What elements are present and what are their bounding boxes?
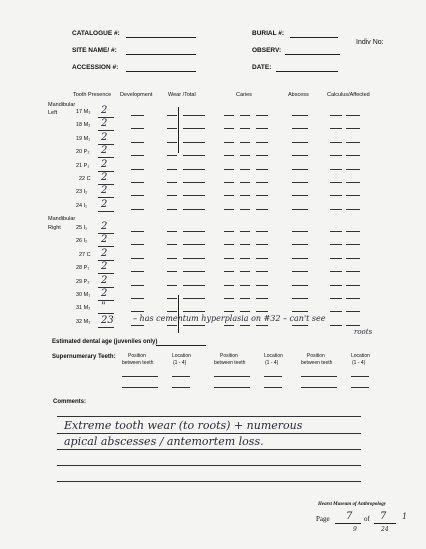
score-field[interactable] — [330, 182, 342, 183]
score-field[interactable] — [346, 271, 360, 272]
score-field[interactable] — [240, 209, 250, 210]
score-field[interactable] — [330, 271, 342, 272]
score-field[interactable] — [292, 142, 308, 143]
score-field[interactable] — [193, 182, 205, 183]
score-field[interactable] — [167, 258, 177, 259]
presence-field[interactable] — [98, 327, 114, 328]
tooth-presence-mark: 2 — [101, 105, 108, 116]
score-field[interactable] — [183, 169, 193, 170]
score-field[interactable] — [346, 209, 360, 210]
score-field[interactable] — [193, 155, 205, 156]
score-field[interactable] — [256, 195, 268, 196]
score-field[interactable] — [292, 182, 308, 183]
score-field[interactable] — [240, 325, 250, 326]
tooth-label: 23 I₂ — [76, 189, 88, 196]
score-field[interactable] — [346, 115, 360, 116]
score-field[interactable] — [292, 311, 308, 312]
site-field[interactable] — [126, 54, 196, 55]
score-field[interactable] — [224, 258, 234, 259]
position-field[interactable] — [122, 387, 158, 388]
range-header: (1 - 4) — [352, 360, 366, 366]
score-field[interactable] — [131, 209, 144, 210]
position-field[interactable] — [214, 387, 250, 388]
section-left: Left — [48, 110, 58, 116]
score-field[interactable] — [183, 128, 193, 129]
tooth-presence-mark: 2 — [101, 185, 108, 197]
score-field[interactable] — [183, 311, 193, 312]
score-field[interactable] — [193, 298, 205, 299]
score-field[interactable] — [131, 325, 144, 326]
score-field[interactable] — [224, 325, 234, 326]
score-field[interactable] — [224, 231, 234, 232]
score-field[interactable] — [292, 231, 308, 232]
score-field[interactable] — [330, 142, 342, 143]
presence-field[interactable] — [98, 211, 114, 212]
score-field[interactable] — [330, 128, 342, 129]
score-field[interactable] — [131, 142, 144, 143]
score-field[interactable] — [167, 298, 177, 299]
score-field[interactable] — [224, 182, 234, 183]
score-field[interactable] — [330, 244, 342, 245]
score-field[interactable] — [256, 325, 268, 326]
score-field[interactable] — [346, 142, 360, 143]
location-field[interactable] — [172, 387, 190, 388]
location-field[interactable] — [351, 387, 369, 388]
tooth-presence-mark: 2 — [101, 158, 108, 170]
of-label: of — [364, 515, 370, 523]
col-abscess: Abscess — [288, 92, 309, 98]
score-field[interactable] — [292, 285, 308, 286]
score-field[interactable] — [292, 155, 308, 156]
date-label: DATE: — [252, 64, 272, 71]
score-field[interactable] — [330, 258, 342, 259]
dental-age-label: Estimated dental age (juveniles only) — [52, 339, 158, 345]
tooth-label: 22 C — [79, 176, 91, 182]
score-field[interactable] — [256, 231, 268, 232]
score-field[interactable] — [167, 115, 177, 116]
score-field[interactable] — [256, 182, 268, 183]
score-field[interactable] — [193, 285, 205, 286]
score-field[interactable] — [131, 195, 144, 196]
score-field[interactable] — [131, 285, 144, 286]
score-field[interactable] — [167, 311, 177, 312]
score-field[interactable] — [167, 195, 177, 196]
tooth-presence-mark: 2 — [101, 145, 108, 157]
location-field[interactable] — [172, 376, 190, 377]
page-number: 7 — [346, 511, 353, 522]
tooth-label: 25 I₁ — [76, 225, 88, 231]
score-field[interactable] — [167, 231, 177, 232]
tooth-label: 32 M₃ — [76, 318, 91, 325]
score-field[interactable] — [256, 244, 268, 245]
score-field[interactable] — [292, 325, 308, 326]
score-field[interactable] — [330, 311, 342, 312]
col-caries: Caries — [236, 92, 252, 98]
score-field[interactable] — [167, 128, 177, 129]
score-field[interactable] — [167, 155, 177, 156]
comment-line[interactable] — [57, 481, 361, 482]
score-field[interactable] — [183, 182, 193, 183]
tooth-presence-mark: " — [101, 301, 106, 313]
observ-label: OBSERV: — [252, 47, 282, 54]
score-field[interactable] — [240, 115, 250, 116]
score-field[interactable] — [193, 169, 205, 170]
tooth-label: 19 M₁ — [76, 135, 91, 142]
tooth-label: 20 P₂ — [76, 149, 90, 156]
comments-label: Comments: — [53, 399, 87, 405]
dental-age-field[interactable] — [156, 345, 206, 346]
score-field[interactable] — [183, 244, 193, 245]
score-field[interactable] — [256, 285, 268, 286]
tooth-presence-mark: 2 — [101, 247, 108, 259]
score-field[interactable] — [131, 271, 144, 272]
score-field[interactable] — [240, 298, 250, 299]
tooth-label: 31 M₂ — [76, 305, 91, 312]
score-field[interactable] — [224, 271, 234, 272]
section-mand-left: Mandibular — [48, 102, 76, 108]
score-field[interactable] — [193, 195, 205, 196]
page-total: 7 — [380, 511, 387, 522]
page-total-field[interactable] — [374, 523, 396, 524]
col-development: Development — [120, 92, 153, 98]
score-field[interactable] — [346, 311, 360, 312]
observ-field[interactable] — [285, 54, 340, 55]
score-field[interactable] — [292, 244, 308, 245]
score-field[interactable] — [292, 115, 308, 116]
score-field[interactable] — [193, 142, 205, 143]
tooth-label: 21 P₁ — [76, 162, 90, 169]
score-field[interactable] — [346, 258, 360, 259]
score-field[interactable] — [256, 128, 268, 129]
score-field[interactable] — [224, 311, 234, 312]
score-field[interactable] — [131, 169, 144, 170]
score-field[interactable] — [330, 209, 342, 210]
note-32: – has cementum hyperplasia on #32 – can't see — [133, 314, 326, 323]
tooth-presence-mark: 2 — [101, 288, 108, 299]
score-field[interactable] — [346, 169, 360, 170]
location-header: Location — [172, 353, 191, 359]
score-field[interactable] — [292, 258, 308, 259]
position-header: Position — [220, 353, 238, 359]
comment-line[interactable] — [57, 449, 361, 450]
sub-page: 9 — [353, 526, 357, 533]
score-field[interactable] — [346, 182, 360, 183]
score-field[interactable] — [240, 128, 250, 129]
score-field[interactable] — [131, 128, 144, 129]
page-field[interactable] — [335, 523, 361, 524]
score-field[interactable] — [183, 209, 193, 210]
location-field[interactable] — [351, 376, 369, 377]
tooth-presence-mark: 2 — [101, 261, 108, 273]
score-field[interactable] — [183, 298, 193, 299]
score-field[interactable] — [346, 325, 360, 326]
score-field[interactable] — [183, 271, 193, 272]
tooth-label: 17 M₃ — [76, 109, 91, 115]
score-field[interactable] — [224, 155, 234, 156]
score-field[interactable] — [240, 244, 250, 245]
tooth-presence-mark: 2 — [101, 172, 108, 183]
location-field[interactable] — [264, 387, 282, 388]
between-header: between teeth — [122, 360, 154, 366]
tooth-label: 26 I₂ — [76, 238, 88, 245]
score-field[interactable] — [256, 155, 268, 156]
location-header: Location — [264, 353, 283, 359]
score-field[interactable] — [330, 231, 342, 232]
score-field[interactable] — [193, 258, 205, 259]
location-header: Location — [351, 353, 370, 359]
score-field[interactable] — [330, 169, 342, 170]
tooth-presence-mark: 2 — [101, 131, 108, 143]
position-field[interactable] — [301, 376, 337, 377]
score-field[interactable] — [240, 258, 250, 259]
score-field[interactable] — [224, 244, 234, 245]
score-field[interactable] — [224, 209, 234, 210]
score-field[interactable] — [346, 231, 360, 232]
score-field[interactable] — [131, 298, 144, 299]
position-field[interactable] — [301, 387, 337, 388]
score-field[interactable] — [167, 325, 177, 326]
score-field[interactable] — [183, 142, 193, 143]
score-field[interactable] — [256, 115, 268, 116]
tooth-label: 30 M₁ — [76, 292, 91, 298]
score-field[interactable] — [167, 271, 177, 272]
score-field[interactable] — [240, 195, 250, 196]
score-field[interactable] — [240, 311, 250, 312]
score-field[interactable] — [292, 169, 308, 170]
side-mark: 1 — [402, 512, 408, 521]
score-field[interactable] — [330, 325, 342, 326]
score-field[interactable] — [131, 182, 144, 183]
location-field[interactable] — [264, 376, 282, 377]
score-field[interactable] — [292, 271, 308, 272]
tooth-label: 29 P₂ — [76, 278, 90, 285]
supernumerary-label: Supernumerary Teeth: — [52, 354, 116, 360]
score-field[interactable] — [224, 195, 234, 196]
score-field[interactable] — [131, 115, 144, 116]
note-32-cont: roots — [354, 328, 373, 336]
tooth-label: 24 I₁ — [76, 202, 88, 209]
comment-text-1: Extreme tooth wear (to roots) + numerous — [64, 419, 303, 432]
tooth-presence-mark: 2 — [101, 274, 108, 286]
comment-line[interactable] — [57, 416, 361, 417]
accession-label: ACCESSION #: — [72, 64, 119, 71]
score-field[interactable] — [167, 169, 177, 170]
score-field[interactable] — [256, 298, 268, 299]
score-field[interactable] — [240, 182, 250, 183]
score-field[interactable] — [292, 209, 308, 210]
date-field[interactable] — [276, 71, 338, 72]
museum-name: Hearst Museum of Anthropology — [318, 502, 387, 507]
section-right: Right — [48, 225, 61, 231]
score-field[interactable] — [183, 258, 193, 259]
catalogue-field[interactable] — [126, 37, 196, 38]
score-field[interactable] — [256, 169, 268, 170]
score-field[interactable] — [183, 325, 193, 326]
score-field[interactable] — [131, 155, 144, 156]
score-field[interactable] — [183, 231, 193, 232]
score-field[interactable] — [193, 311, 205, 312]
score-field[interactable] — [346, 195, 360, 196]
comment-line[interactable] — [57, 433, 361, 434]
between-header: between teeth — [301, 360, 333, 366]
score-field[interactable] — [183, 115, 193, 116]
score-field[interactable] — [131, 258, 144, 259]
position-field[interactable] — [122, 376, 158, 377]
tooth-label: 27 C — [79, 251, 91, 258]
page-label: Page — [316, 515, 330, 523]
tooth-label: 18 M₂ — [76, 122, 91, 129]
score-field[interactable] — [224, 142, 234, 143]
range-header: (1 - 4) — [265, 360, 279, 366]
section-mand-right: Mandibular — [48, 216, 76, 222]
tooth-presence-mark: 2 — [101, 118, 108, 130]
indiv-label: Indiv No: — [356, 39, 384, 46]
score-field[interactable] — [193, 244, 205, 245]
burial-field[interactable] — [290, 37, 338, 38]
score-field[interactable] — [346, 128, 360, 129]
score-field[interactable] — [256, 271, 268, 272]
score-field[interactable] — [224, 285, 234, 286]
score-field[interactable] — [193, 115, 205, 116]
score-field[interactable] — [240, 142, 250, 143]
score-field[interactable] — [346, 155, 360, 156]
score-field[interactable] — [193, 325, 205, 326]
score-field[interactable] — [256, 258, 268, 259]
score-field[interactable] — [167, 285, 177, 286]
accession-field[interactable] — [126, 71, 196, 72]
score-field[interactable] — [167, 244, 177, 245]
score-field[interactable] — [167, 182, 177, 183]
tooth-presence-mark: 2 — [101, 221, 108, 232]
score-field[interactable] — [183, 195, 193, 196]
score-field[interactable] — [240, 155, 250, 156]
score-field[interactable] — [224, 169, 234, 170]
score-field[interactable] — [131, 244, 144, 245]
score-field[interactable] — [167, 209, 177, 210]
score-field[interactable] — [193, 271, 205, 272]
score-field[interactable] — [256, 209, 268, 210]
position-field[interactable] — [214, 376, 250, 377]
score-field[interactable] — [193, 128, 205, 129]
col-calculus: Calculus/Affected — [327, 92, 370, 98]
site-label: SITE NAME/ #: — [72, 47, 117, 54]
col-presence: Tooth Presence — [73, 92, 112, 98]
score-field[interactable] — [183, 155, 193, 156]
score-field[interactable] — [193, 231, 205, 232]
score-field[interactable] — [330, 115, 342, 116]
score-field[interactable] — [224, 128, 234, 129]
between-header: between teeth — [214, 360, 246, 366]
score-field[interactable] — [131, 231, 144, 232]
sub-total: 24 — [381, 526, 389, 533]
score-field[interactable] — [292, 298, 308, 299]
range-header: (1 - 4) — [173, 360, 187, 366]
tooth-label: 28 P₁ — [76, 265, 90, 272]
score-field[interactable] — [240, 285, 250, 286]
score-field[interactable] — [240, 169, 250, 170]
col-wear: Wear /Total — [168, 92, 196, 98]
score-field[interactable] — [346, 244, 360, 245]
score-field[interactable] — [224, 115, 234, 116]
score-field[interactable] — [330, 298, 342, 299]
score-field[interactable] — [240, 271, 250, 272]
score-field[interactable] — [256, 311, 268, 312]
score-field[interactable] — [193, 209, 205, 210]
position-header: Position — [128, 353, 146, 359]
tooth-presence-mark: 2 — [101, 234, 108, 246]
score-field[interactable] — [346, 298, 360, 299]
position-header: Position — [307, 353, 325, 359]
score-field[interactable] — [167, 142, 177, 143]
score-field[interactable] — [183, 285, 193, 286]
burial-label: BURIAL #: — [252, 30, 285, 37]
score-field[interactable] — [292, 128, 308, 129]
score-field[interactable] — [224, 298, 234, 299]
tooth-presence-mark: 2 — [101, 198, 108, 210]
score-field[interactable] — [292, 195, 308, 196]
score-field[interactable] — [256, 142, 268, 143]
score-field[interactable] — [346, 285, 360, 286]
score-field[interactable] — [131, 311, 144, 312]
score-field[interactable] — [330, 285, 342, 286]
score-field[interactable] — [330, 195, 342, 196]
comment-line[interactable] — [57, 465, 361, 466]
tooth-presence-mark: 23 — [101, 314, 114, 326]
score-field[interactable] — [240, 231, 250, 232]
comment-text-2: apical abscesses / antemortem loss. — [64, 435, 264, 448]
score-field[interactable] — [330, 155, 342, 156]
catalogue-label: CATALOGUE #: — [72, 30, 120, 37]
wear-mark-left — [178, 107, 179, 153]
